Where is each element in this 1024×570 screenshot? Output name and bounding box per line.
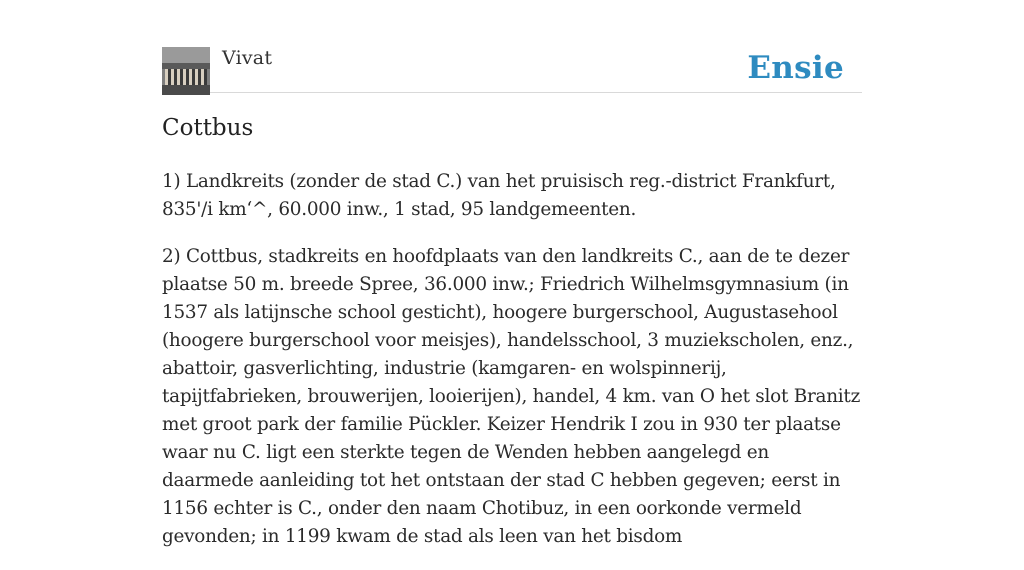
paragraph-1: 1) Landkreits (zonder de stad C.) van het pruisisch reg.-district Frankfurt, 835'/i km‘^, 60.000 inw., 1 stad, 95 landgemeenten.: [162, 171, 836, 220]
avatar[interactable]: [162, 47, 210, 95]
page-title: Cottbus: [162, 115, 254, 141]
site-logo[interactable]: Ensie: [747, 50, 844, 86]
page: [162, 0, 862, 547]
paragraph-2: 2) Cottbus, stadkreits en hoofdplaats van den landkreits C., aan de te dezer plaatse 50 m. breede Spree, 36.000 inw.; Friedrich Wilhelmsgymnasium (in 1537 als latijnsche school gesticht), hoogere burgerschool, Augustasehool (hoogere burgerschool voor meisjes), handelsschool, 3 muziekscholen, enz., abattoir, gasverlichting, industrie (kamgaren- en wolspinnerij, tapijtfabrieken, brouwerijen, looierijen), handel, 4 km. van O het slot Branitz met groot park der familie Pückler. Keizer Hendrik I zou in 930 ter plaatse waar nu C. ligt een sterkte tegen de Wenden hebben aangelegd en daarmede aanleiding tot het ontstaan der stad C hebben gegeven; eerst in 1156 echter is C., onder den naam Chotibuz, in een oorkonde vermeld gevonden; in 1199 kwam de stad als leen van het bisdom: [162, 246, 861, 547]
author-name[interactable]: Vivat: [222, 47, 273, 69]
avatar-image-icon: [162, 47, 210, 95]
article-body: [162, 168, 862, 570]
header: [162, 46, 862, 93]
